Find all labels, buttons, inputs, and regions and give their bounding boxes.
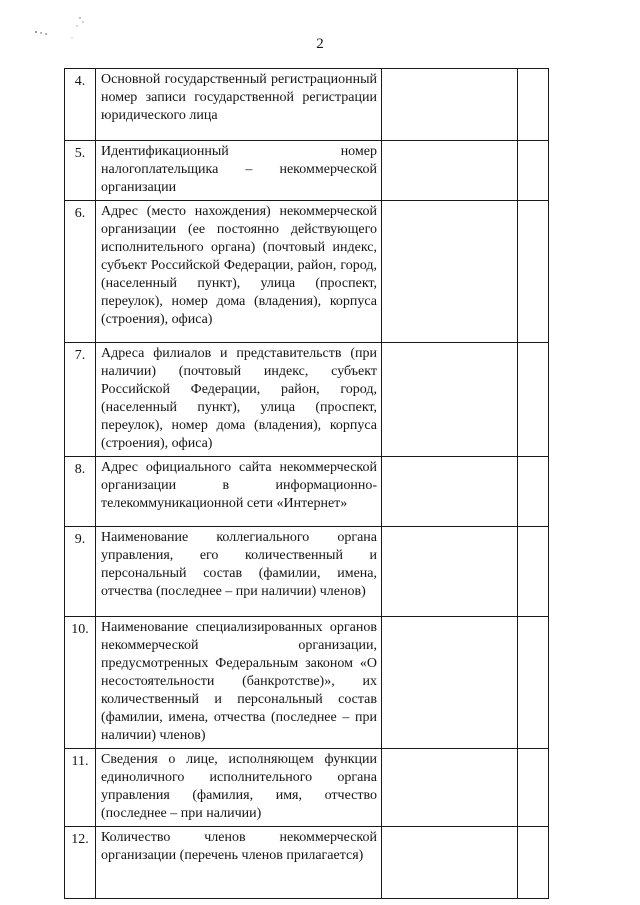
- extra-cell[interactable]: [518, 343, 549, 457]
- value-cell[interactable]: [382, 141, 518, 201]
- table-row: [65, 827, 549, 899]
- row-description: Наименование специализированных органов некоммерческой организации, предусмотренных Федеральным законом «О несостоятельности (банкротстве)», их количественный и персональный состав (фамилии, имена, отчества (последнее – при наличии) членов): [96, 617, 382, 749]
- value-cell[interactable]: [382, 201, 518, 343]
- table-row: [65, 527, 549, 617]
- extra-cell[interactable]: [518, 69, 549, 141]
- row-number: 4.: [65, 69, 96, 141]
- row-description: Идентификационный номер налогоплательщика – некоммерческой организации: [96, 141, 382, 201]
- page-number: 2: [316, 36, 324, 52]
- table-row: [65, 201, 549, 343]
- table-row: [65, 343, 549, 457]
- row-number: 10.: [65, 617, 96, 749]
- value-cell[interactable]: [382, 343, 518, 457]
- extra-cell[interactable]: [518, 527, 549, 617]
- row-number: 12.: [65, 827, 96, 899]
- row-number: 6.: [65, 201, 96, 343]
- row-number: 7.: [65, 343, 96, 457]
- row-number: 5.: [65, 141, 96, 201]
- row-description: Наименование коллегиального органа управления, его количественный и персональный состав (фамилии, имена, отчества (последнее – при наличии) членов): [96, 527, 382, 617]
- table-row: [65, 69, 549, 141]
- extra-cell[interactable]: [518, 201, 549, 343]
- table-row: [65, 617, 549, 749]
- row-number: 8.: [65, 457, 96, 527]
- row-description: Сведения о лице, исполняющем функции единоличного исполнительного органа управления (фамилия, имя, отчество (последнее – при наличии): [96, 749, 382, 827]
- value-cell[interactable]: [382, 617, 518, 749]
- row-description: Адрес (место нахождения) некоммерческой организации (ее постоянно действующего исполнительного органа) (почтовый индекс, субъект Российской Федерации, район, город, (населенный пункт), улица (проспект, переулок), номер дома (владения), корпуса (строения), офиса): [96, 201, 382, 343]
- extra-cell[interactable]: [518, 141, 549, 201]
- form-table: [64, 68, 549, 899]
- row-number: 9.: [65, 527, 96, 617]
- table-row: [65, 749, 549, 827]
- value-cell[interactable]: [382, 749, 518, 827]
- extra-cell[interactable]: [518, 617, 549, 749]
- row-description: Количество членов некоммерческой организации (перечень членов прилагается): [96, 827, 382, 899]
- row-description: Основной государственный регистрационный номер записи государственной регистрации юридического лица: [96, 69, 382, 141]
- table-row: [65, 141, 549, 201]
- row-number: 11.: [65, 749, 96, 827]
- value-cell[interactable]: [382, 69, 518, 141]
- table-row: [65, 457, 549, 527]
- extra-cell[interactable]: [518, 749, 549, 827]
- extra-cell[interactable]: [518, 457, 549, 527]
- value-cell[interactable]: [382, 527, 518, 617]
- row-description: Адрес официального сайта некоммерческой организации в информационно-телекоммуникационной сети «Интернет»: [96, 457, 382, 527]
- value-cell[interactable]: [382, 827, 518, 899]
- row-description: Адреса филиалов и представительств (при наличии) (почтовый индекс, субъект Российской Федерации, район, город, (населенный пункт), улица (проспект, переулок), номер дома (владения), корпуса (строения), офиса): [96, 343, 382, 457]
- value-cell[interactable]: [382, 457, 518, 527]
- extra-cell[interactable]: [518, 827, 549, 899]
